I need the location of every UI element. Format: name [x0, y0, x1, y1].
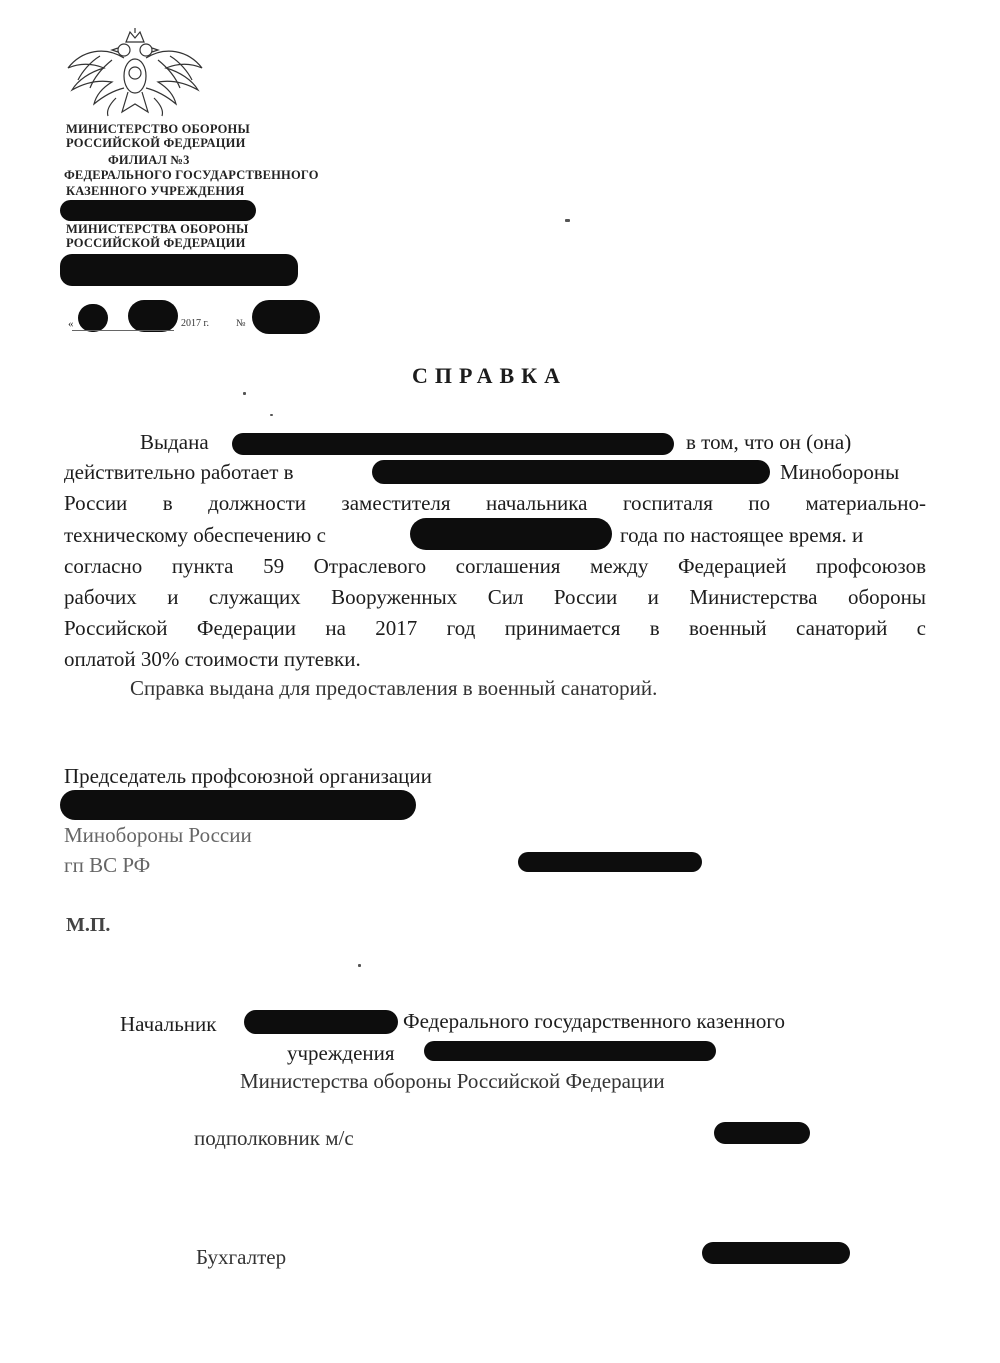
body-line-2-start: действительно работает в — [64, 460, 294, 484]
body-line-8: оплатой 30% стоимости путевки. — [64, 647, 361, 671]
chair-org-line-2: гп ВС РФ — [64, 853, 151, 877]
redaction-bar — [714, 1122, 810, 1144]
header-federal-line: ФЕДЕРАЛЬНОГО ГОСУДАРСТВЕННОГО — [64, 168, 319, 182]
stamp-place: М.П. — [66, 914, 111, 936]
date-underline — [72, 330, 174, 331]
redaction-bar — [702, 1242, 850, 1264]
head-line-1-start: Начальник — [120, 1012, 217, 1036]
redaction-bar — [372, 460, 770, 484]
body-line-9: Справка выдана для предоставления в военный санаторий. — [130, 676, 658, 700]
redaction-bar — [244, 1010, 398, 1034]
scan-speck — [565, 219, 570, 222]
redaction-bar — [410, 518, 612, 550]
date-open-quote: « — [68, 318, 74, 330]
scan-speck — [243, 392, 246, 395]
body-line-7: Российской Федерации на 2017 год принимается в военный санаторий с — [64, 616, 926, 640]
chair-title: Председатель профсоюзной организации — [64, 764, 432, 788]
redaction-bar — [78, 304, 108, 332]
header-ministry-line: МИНИСТЕРСТВО ОБОРОНЫ — [66, 122, 250, 136]
scan-speck — [270, 414, 273, 416]
body-line-2-end: Минобороны — [780, 460, 900, 484]
redaction-bar — [252, 300, 320, 334]
header-federation2-line: РОССИЙСКОЙ ФЕДЕРАЦИИ — [66, 236, 246, 250]
body-line-6: рабочих и служащих Вооруженных Сил России и Министерства обороны — [64, 585, 926, 609]
number-sign: № — [236, 318, 246, 329]
scan-speck — [358, 964, 361, 967]
document-title: СПРАВКА — [412, 363, 568, 388]
body-line-4-start: техническому обеспечению с — [64, 523, 326, 547]
header-federation-line: РОССИЙСКОЙ ФЕДЕРАЦИИ — [66, 136, 246, 150]
redaction-bar — [518, 852, 702, 872]
redaction-bar — [424, 1041, 716, 1061]
body-line-5: согласно пункта 59 Отраслевого соглашения между Федерацией профсоюзов — [64, 554, 926, 578]
head-line-2: учреждения — [287, 1041, 395, 1065]
redaction-bar — [232, 433, 674, 455]
header-branch-line: ФИЛИАЛ №3 — [108, 153, 190, 167]
redaction-bar — [60, 790, 416, 820]
chair-org-line-1: Минобороны России — [64, 823, 252, 847]
head-line-3: Министерства обороны Российской Федерации — [240, 1069, 665, 1093]
header-ministry2-line: МИНИСТЕРСТВА ОБОРОНЫ — [66, 222, 249, 236]
body-line-3: России в должности заместителя начальника госпиталя по материально- — [64, 491, 926, 515]
body-line-4-end: года по настоящее время. и — [620, 523, 864, 547]
redaction-bar — [60, 200, 256, 221]
body-line-1-start: Выдана — [140, 430, 209, 454]
header-institution-line: КАЗЕННОГО УЧРЕЖДЕНИЯ — [66, 184, 245, 198]
redaction-bar — [60, 254, 298, 286]
head-line-1-end: Федерального государственного казенного — [403, 1009, 785, 1033]
redaction-bar — [128, 300, 178, 332]
body-line-1-end: в том, что он (она) — [686, 430, 852, 454]
ministry-emblem-icon — [60, 28, 210, 120]
accountant-label: Бухгалтер — [196, 1245, 287, 1269]
date-year: 2017 г. — [181, 318, 209, 329]
rank-label: подполковник м/с — [194, 1126, 354, 1150]
